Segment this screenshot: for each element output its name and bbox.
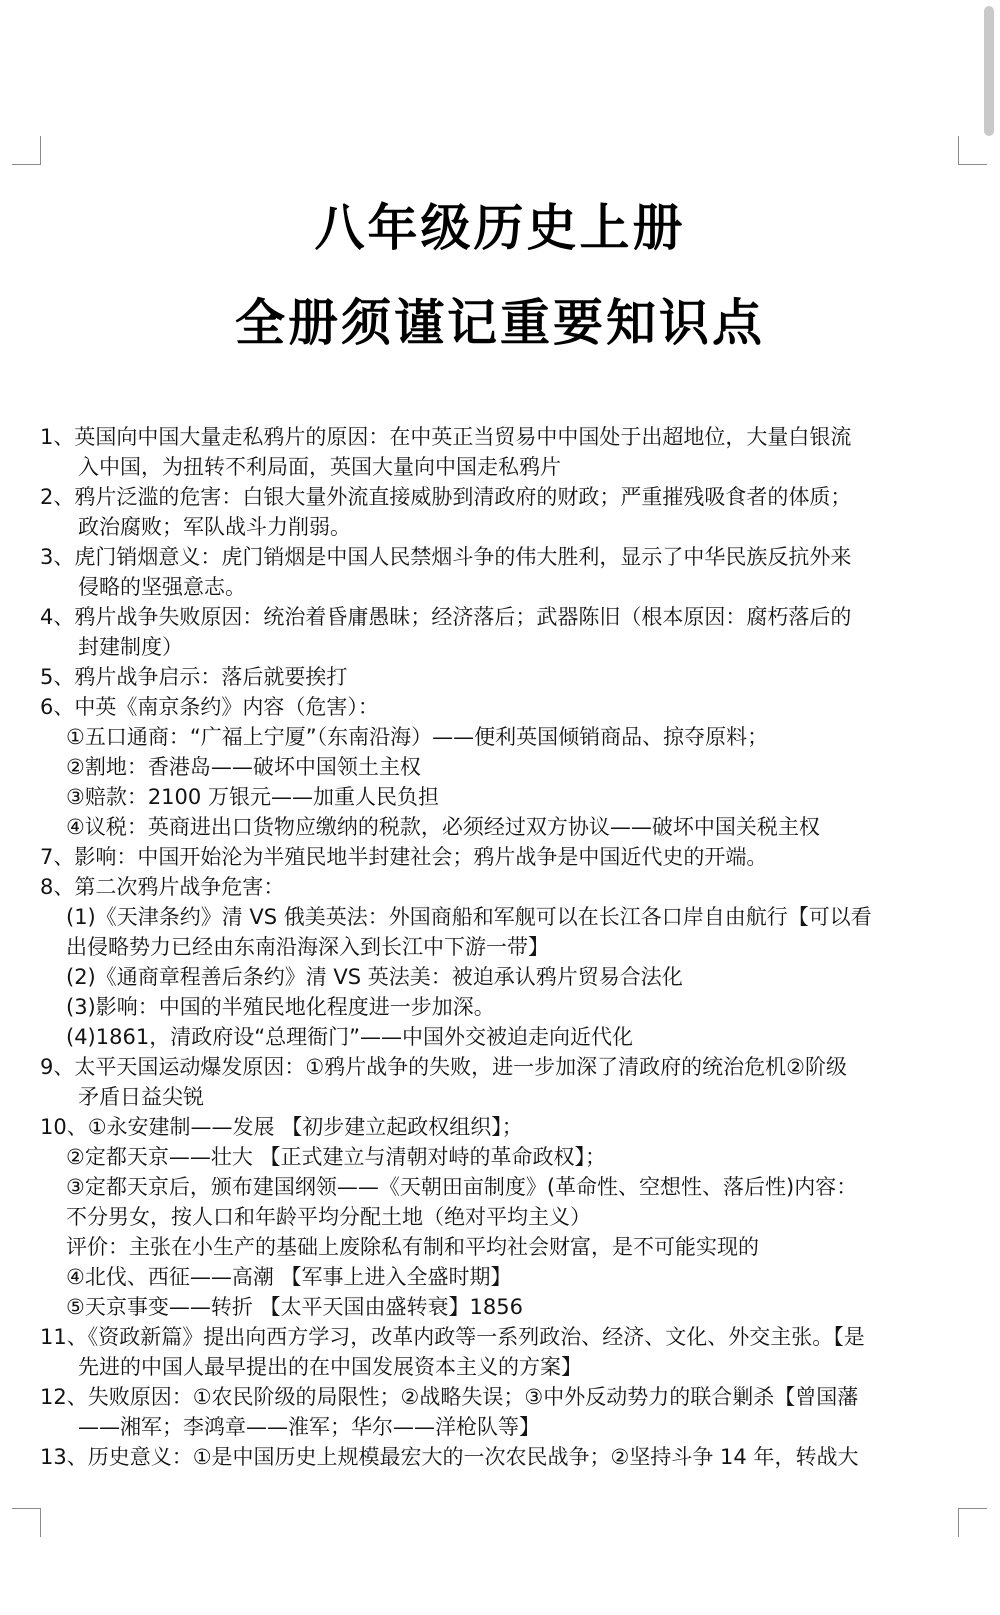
text-line: 13、历史意义：①是中国历史上规模最宏大的一次农民战争；②坚持斗争 14 年，转战大: [40, 1445, 859, 1469]
text-line: 出侵略势力已经由东南沿海深入到长江中下游一带】: [66, 935, 549, 959]
text-line: 入中国，为扭转不利局面，英国大量向中国走私鸦片: [78, 455, 561, 479]
text-line: (3)影响：中国的半殖民地化程度进一步加深。: [66, 995, 495, 1019]
text-line: ③定都天京后，颁布建国纲领——《天朝田亩制度》(革命性、空想性、落后性)内容：: [66, 1175, 858, 1199]
text-line: ④北伐、西征——高潮 【军事上进入全盛时期】: [66, 1265, 512, 1289]
text-line: ——湘军；李鸿章——淮军；华尔——洋枪队等】: [78, 1415, 540, 1439]
text-line: (1)《天津条约》清 VS 俄美英法：外国商船和军舰可以在长江各口岸自由航行【可以看: [66, 905, 872, 929]
text-line: 6、中英《南京条约》内容（危害）：: [40, 695, 379, 719]
text-line: 不分男女，按人口和年龄平均分配土地（绝对平均主义）: [66, 1205, 591, 1229]
text-line: 2、鸦片泛滥的危害：白银大量外流直接威胁到清政府的财政；严重摧残吸食者的体质；: [40, 485, 852, 509]
crop-mark-top-left: [12, 136, 41, 165]
text-line: (2)《通商章程善后条约》清 VS 英法美：被迫承认鸦片贸易合法化: [66, 965, 683, 989]
text-line: 9、太平天国运动爆发原因：①鸦片战争的失败，进一步加深了清政府的统治危机②阶级: [40, 1055, 848, 1079]
crop-mark-bottom-right: [958, 1508, 987, 1537]
text-line: 侵略的坚强意志。: [78, 575, 246, 599]
text-line: ⑤天京事变——转折 【太平天国由盛转衰】1856: [66, 1295, 523, 1319]
text-line: 7、影响：中国开始沦为半殖民地半封建社会；鸦片战争是中国近代史的开端。: [40, 845, 768, 869]
text-line: 5、鸦片战争启示：落后就要挨打: [40, 665, 348, 689]
text-line: 8、第二次鸦片战争危害：: [40, 875, 285, 899]
text-line: 3、虎门销烟意义：虎门销烟是中国人民禁烟斗争的伟大胜利，显示了中华民族反抗外来: [40, 545, 852, 569]
text-line: ①五口通商：“广福上宁厦”（东南沿海）——便利英国倾销商品、掠夺原料；: [66, 725, 769, 749]
text-line: ②定都天京——壮大 【正式建立与清朝对峙的革命政权】；: [66, 1145, 606, 1169]
text-line: ③赔款：2100 万银元——加重人民负担: [66, 785, 439, 809]
text-line: 1、英国向中国大量走私鸦片的原因：在中英正当贸易中中国处于出超地位，大量白银流: [40, 425, 852, 449]
scrollbar[interactable]: [984, 6, 994, 136]
text-line: (4)1861，清政府设“总理衙门”——中国外交被迫走向近代化: [66, 1025, 633, 1049]
text-line: ④议税：英商进出口货物应缴纳的税款，必须经过双方协议——破坏中国关税主权: [66, 815, 820, 839]
text-line: 政治腐败；军队战斗力削弱。: [78, 515, 351, 539]
text-line: 4、鸦片战争失败原因：统治着昏庸愚昧；经济落后；武器陈旧（根本原因：腐朽落后的: [40, 605, 852, 629]
text-line: ②割地：香港岛——破坏中国领土主权: [66, 755, 421, 779]
text-line: 10、①永安建制——发展 【初步建立起政权组织】；: [40, 1115, 523, 1139]
text-line: 评价：主张在小生产的基础上废除私有制和平均社会财富，是不可能实现的: [66, 1235, 759, 1259]
text-line: 11、《资政新篇》提出向西方学习，改革内政等一系列政治、经济、文化、外交主张。【是: [40, 1325, 865, 1349]
page-subtitle: 全册须谨记重要知识点: [235, 294, 765, 352]
text-line: 12、失败原因：①农民阶级的局限性；②战略失误；③中外反动势力的联合剿杀【曾国藩: [40, 1385, 859, 1409]
text-line: 矛盾日益尖锐: [78, 1085, 204, 1109]
crop-mark-top-right: [958, 136, 987, 165]
page-title: 八年级历史上册: [314, 199, 686, 257]
text-line: 先进的中国人最早提出的在中国发展资本主义的方案】: [78, 1355, 582, 1379]
document-body: [40, 422, 965, 1472]
text-line: 封建制度）: [78, 635, 183, 659]
crop-mark-bottom-left: [12, 1508, 41, 1537]
